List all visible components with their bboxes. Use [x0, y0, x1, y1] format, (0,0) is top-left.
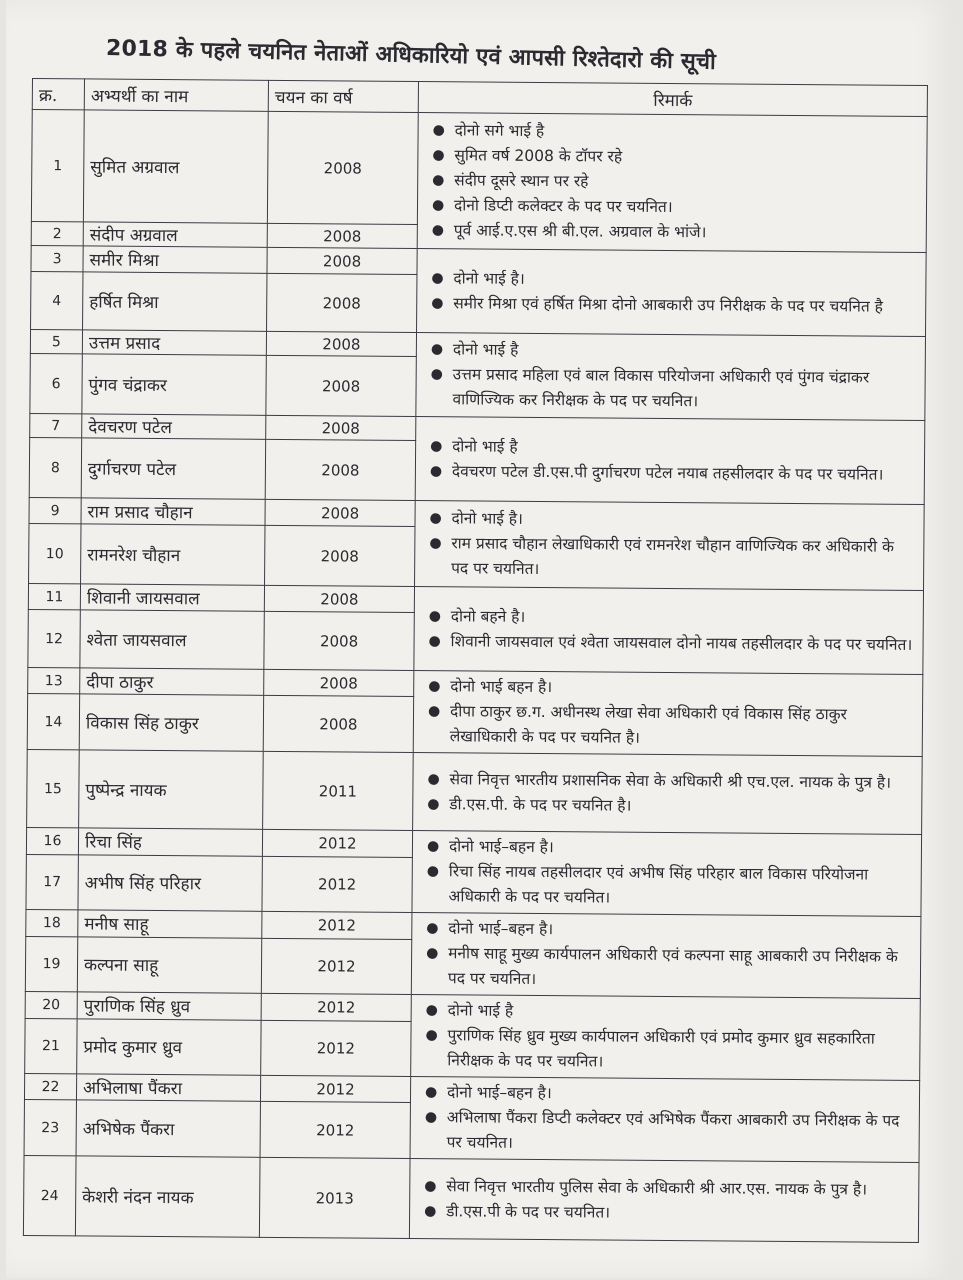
remark-text: दोनो भाई है — [452, 436, 518, 456]
bullet-dot-icon: ● — [429, 535, 442, 552]
year-header: चयन का वर्ष — [268, 80, 418, 112]
remark-item — [432, 168, 916, 197]
bullet-dot-icon: ● — [426, 863, 440, 880]
remark-item — [428, 674, 912, 703]
selection-year-cell: 2008 — [265, 439, 415, 500]
serial-number-cell: 13 — [28, 667, 80, 693]
remark-item — [432, 218, 916, 247]
remark-text: दोनो सगे भाई है — [454, 121, 545, 141]
remark-item — [427, 767, 911, 796]
selection-year-cell: 2012 — [260, 1101, 410, 1158]
remark-item — [430, 459, 914, 488]
remark-item — [430, 434, 914, 463]
bullet-dot-icon: ● — [425, 1002, 438, 1019]
remark-text: पूर्व आई.ए.एस श्री बी.एल. अग्रवाल के भांजे। — [453, 221, 707, 242]
remark-item — [427, 834, 911, 863]
remark-text: सुमित वर्ष 2008 के टॉपर रहे — [454, 146, 623, 166]
serial-number-cell: 8 — [29, 437, 81, 497]
remarks-cell — [416, 333, 926, 421]
bullet-dot-icon: ● — [428, 678, 441, 695]
candidate-name-cell: हर्षित मिश्रा — [83, 272, 267, 331]
remark-text: देवचरण पटेल डी.एस.पी दुर्गाचरण पटेल नयाब तहसीलदार के पद पर चयनित। — [451, 461, 884, 484]
bullet-dot-icon: ● — [426, 945, 439, 962]
remarks-header: रिमार्क — [418, 82, 927, 117]
remark-text: डी.एस.पी. के पद पर चयनित है। — [449, 794, 632, 815]
candidate-name-cell: दुर्गाचरण पटेल — [81, 438, 265, 499]
bullet-dot-icon: ● — [426, 838, 440, 855]
selection-year-cell: 2012 — [262, 911, 412, 939]
remark-item — [425, 1023, 909, 1077]
serial-header: क्र. — [32, 79, 84, 110]
candidate-name-cell: प्रमोद कुमार ध्रुव — [77, 1019, 261, 1076]
bullet-dot-icon: ● — [432, 122, 445, 139]
remark-item — [431, 291, 915, 320]
remark-text: मनीष साहू मुख्य कार्यपालन अधिकारी एवं कल्पना साहू आबकारी उप निरीक्षक के पद पर चयनित। — [447, 944, 898, 988]
bullet-dot-icon: ● — [424, 1084, 438, 1101]
serial-number-cell: 7 — [30, 413, 82, 437]
remark-text: दोनो भाई–बहन है। — [446, 1083, 552, 1103]
candidate-table — [23, 78, 928, 1243]
selection-year-cell: 2012 — [262, 856, 412, 913]
remark-text: दीपा ठाकुर छ.ग. अधीनस्थ लेखा सेवा अधिकारी एवं विकास सिंह ठाकुर लेखाधिकारी के पद पर चयनित है। — [449, 702, 847, 747]
serial-number-cell: 3 — [31, 245, 83, 271]
remark-text: समीर मिश्रा एवं हर्षित मिश्रा दोनो आबकारी उप निरीक्षक के पद पर चयनित है — [453, 293, 883, 316]
bullet-dot-icon: ● — [431, 269, 444, 286]
table-body — [23, 110, 927, 1243]
bullet-dot-icon: ● — [429, 462, 443, 479]
selection-year-cell: 2013 — [259, 1157, 410, 1238]
selection-year-cell: 2008 — [265, 499, 415, 526]
bullet-dot-icon: ● — [431, 222, 445, 239]
remark-item — [427, 792, 911, 821]
candidate-name-cell: पुष्पेन्द्र नायक — [79, 750, 264, 829]
serial-number-cell: 5 — [30, 329, 82, 353]
remark-item — [425, 1105, 909, 1159]
serial-number-cell: 18 — [26, 909, 78, 936]
remark-text: रिचा सिंह नायब तहसीलदार एवं अभीष सिंह परिहार बाल विकास परियोजना अधिकारी के पद पर चयनित। — [448, 862, 869, 907]
candidate-name-cell: मनीष साहू — [78, 910, 262, 938]
serial-number-cell: 20 — [25, 991, 77, 1018]
remark-text: अभिलाषा पैंकरा डिप्टी कलेक्टर एवं अभिषेक पैंकरा आबकारी उप निरीक्षक के पद पर चयनित। — [446, 1108, 900, 1152]
bullet-dot-icon: ● — [427, 795, 440, 812]
candidate-name-cell: शिवानी जायसवाल — [80, 584, 264, 611]
remark-text: दोनो भाई बहन है। — [450, 677, 553, 697]
remark-text: दोनो डिप्टी कलेक्टर के पद पर चयनित। — [453, 196, 673, 217]
bullet-dot-icon: ● — [424, 1109, 438, 1126]
bullet-dot-icon: ● — [427, 703, 441, 720]
remarks-cell — [414, 587, 924, 675]
remarks-cell — [415, 417, 925, 505]
selection-year-cell: 2008 — [267, 273, 417, 332]
selection-year-cell: 2011 — [263, 751, 414, 830]
selection-year-cell: 2008 — [264, 585, 414, 612]
serial-number-cell: 9 — [29, 497, 81, 523]
remarks-cell — [411, 995, 921, 1081]
remark-item — [429, 604, 913, 633]
serial-number-cell: 4 — [31, 271, 83, 329]
remark-text: शिवानी जायसवाल एवं श्वेता जायसवाल दोनो नायब तहसीलदार के पद पर चयनित। — [450, 631, 913, 654]
bullet-dot-icon: ● — [429, 510, 442, 527]
candidate-name-cell: उत्तम प्रसाद — [82, 330, 266, 355]
remarks-cell — [409, 1159, 919, 1243]
remark-item — [431, 337, 915, 366]
selection-year-cell: 2008 — [264, 669, 414, 696]
remark-text: राम प्रसाद चौहान लेखाधिकारी एवं रामनरेश चौहान वाणिज्यिक कर अधिकारी के पद पर चयनित। — [451, 534, 895, 578]
remark-text: सेवा निवृत्त भारतीय प्रशासनिक सेवा के अधिकारी श्री एच.एल. नायक के पुत्र है। — [449, 769, 892, 792]
selection-year-cell: 2008 — [267, 223, 417, 248]
serial-number-cell: 10 — [29, 523, 81, 583]
remarks-cell — [417, 113, 927, 253]
remark-text: दोनो भाई–बहन है। — [448, 837, 554, 857]
serial-number-cell: 15 — [27, 749, 80, 827]
remark-text: दोनो भाई है — [447, 1001, 514, 1020]
remarks-cell — [413, 671, 923, 757]
candidate-name-cell: समीर मिश्रा — [83, 246, 267, 273]
table-row — [27, 749, 923, 834]
remark-text: डी.एस.पी के पद पर चयनित। — [446, 1201, 611, 1222]
table-row — [31, 110, 927, 229]
bullet-dot-icon: ● — [427, 770, 440, 787]
document-title: 2018 के पहले चयनित नेताओं अधिकारियो एवं आपसी रिश्तेदारो की सूची — [105, 36, 717, 75]
selection-year-cell: 2008 — [266, 331, 416, 356]
remark-item — [424, 1199, 908, 1228]
candidate-name-cell: राम प्रसाद चौहान — [81, 498, 265, 525]
remark-item — [425, 1080, 909, 1109]
remark-text: सेवा निवृत्त भारतीय पुलिस सेवा के अधिकारी श्री आर.एस. नायक के पुत्र है। — [446, 1176, 868, 1199]
remark-item — [432, 193, 916, 222]
bullet-dot-icon: ● — [424, 1177, 437, 1194]
remarks-cell — [411, 913, 921, 999]
bullet-dot-icon: ● — [428, 607, 442, 624]
serial-number-cell: 17 — [26, 854, 78, 910]
remark-item — [432, 143, 916, 172]
bullet-dot-icon: ● — [430, 341, 444, 358]
remark-item — [429, 531, 913, 585]
remark-text: दोनो भाई है। — [453, 268, 525, 288]
candidate-name-cell: रिचा सिंह — [78, 828, 262, 856]
remark-text: दोनो भाई है। — [451, 509, 523, 528]
remark-item — [431, 266, 915, 295]
serial-number-cell: 24 — [23, 1155, 76, 1235]
selection-year-cell: 2008 — [266, 415, 416, 440]
serial-number-cell: 23 — [24, 1099, 76, 1155]
remark-text: पुराणिक सिंह ध्रुव मुख्य कार्यपालन अधिकारी एवं प्रमोद कुमार ध्रुव सहकारिता निरीक्षक के पद पर चयनित। — [447, 1026, 875, 1071]
remark-item — [428, 699, 912, 753]
selection-year-cell: 2012 — [262, 829, 412, 857]
serial-number-cell: 12 — [28, 609, 80, 667]
remarks-cell — [415, 501, 925, 591]
bullet-dot-icon: ● — [426, 920, 439, 937]
remark-item — [429, 506, 913, 535]
selection-year-cell: 2012 — [261, 993, 411, 1021]
candidate-name-cell: सुमित अग्रवाल — [83, 110, 268, 223]
candidate-name-cell: दीपा ठाकुर — [80, 668, 264, 695]
selection-year-cell: 2012 — [260, 1075, 410, 1102]
remarks-cell — [412, 831, 922, 917]
bullet-dot-icon: ● — [432, 147, 445, 164]
selection-year-cell: 2008 — [266, 355, 416, 416]
candidate-name-cell: पुराणिक सिंह ध्रुव — [77, 992, 261, 1020]
document-sheet — [6, 0, 956, 1278]
selection-year-cell: 2012 — [261, 1020, 411, 1077]
serial-number-cell: 14 — [27, 693, 79, 749]
candidate-name-cell: देवचरण पटेल — [82, 414, 266, 439]
remarks-cell — [417, 249, 927, 337]
remarks-cell — [410, 1077, 920, 1163]
remarks-cell — [413, 753, 923, 835]
remark-item — [430, 362, 914, 416]
bullet-dot-icon: ● — [431, 294, 444, 311]
remark-text: संदीप दूसरे स्थान पर रहे — [454, 171, 589, 191]
table-row — [23, 1155, 919, 1242]
serial-number-cell: 2 — [31, 221, 83, 245]
serial-number-cell: 22 — [24, 1073, 76, 1099]
remark-text: उत्तम प्रसाद महिला एवं बाल विकास परियोजना अधिकारी एवं पुंगव चंद्राकर वाणिज्यिक कर निरीक्षक के पद पर चयनित। — [452, 365, 870, 411]
candidate-name-cell: कल्पना साहू — [77, 937, 261, 994]
candidate-name-cell: रामनरेश चौहान — [81, 524, 265, 585]
serial-number-cell: 11 — [28, 583, 80, 609]
serial-number-cell: 19 — [25, 936, 77, 992]
remark-text: दोनो भाई है — [452, 340, 519, 359]
bullet-dot-icon: ● — [424, 1202, 437, 1219]
candidate-table-wrapper — [23, 78, 928, 1243]
remark-item — [426, 916, 910, 945]
selection-year-cell: 2008 — [267, 111, 418, 224]
candidate-name-cell: पुंगव चंद्राकर — [82, 354, 266, 415]
selection-year-cell: 2012 — [261, 938, 411, 995]
remark-text: दोनो भाई–बहन है। — [448, 919, 554, 939]
bullet-dot-icon: ● — [430, 437, 443, 454]
serial-number-cell: 6 — [30, 353, 82, 413]
candidate-name-cell: अभिलाषा पैंकरा — [76, 1074, 260, 1101]
remark-item — [426, 859, 910, 913]
candidate-name-cell: विकास सिंह ठाकुर — [79, 694, 263, 751]
remark-item — [433, 118, 917, 147]
bullet-dot-icon: ● — [425, 1027, 438, 1044]
serial-number-cell: 16 — [26, 827, 78, 854]
name-header: अभ्यर्थी का नाम — [84, 79, 268, 111]
serial-number-cell: 1 — [31, 110, 84, 222]
candidate-name-cell: श्वेता जायसवाल — [80, 610, 264, 669]
remark-item — [428, 629, 912, 658]
serial-number-cell: 21 — [25, 1018, 77, 1074]
selection-year-cell: 2008 — [265, 525, 415, 586]
remark-text: दोनो बहने है। — [450, 606, 526, 626]
candidate-name-cell: संदीप अग्रवाल — [83, 222, 267, 247]
candidate-name-cell: अभीष सिंह परिहार — [78, 855, 262, 912]
remark-item — [426, 941, 910, 995]
bullet-dot-icon: ● — [430, 366, 443, 383]
selection-year-cell: 2008 — [267, 247, 417, 274]
remark-item — [424, 1174, 908, 1203]
selection-year-cell: 2008 — [263, 695, 413, 752]
selection-year-cell: 2008 — [264, 611, 414, 670]
bullet-dot-icon: ● — [432, 172, 445, 189]
bullet-dot-icon: ● — [431, 197, 445, 214]
candidate-name-cell: अभिषेक पैंकरा — [76, 1100, 260, 1157]
remark-item — [426, 998, 910, 1027]
bullet-dot-icon: ● — [428, 632, 441, 649]
candidate-name-cell: केशरी नंदन नायक — [75, 1156, 260, 1237]
